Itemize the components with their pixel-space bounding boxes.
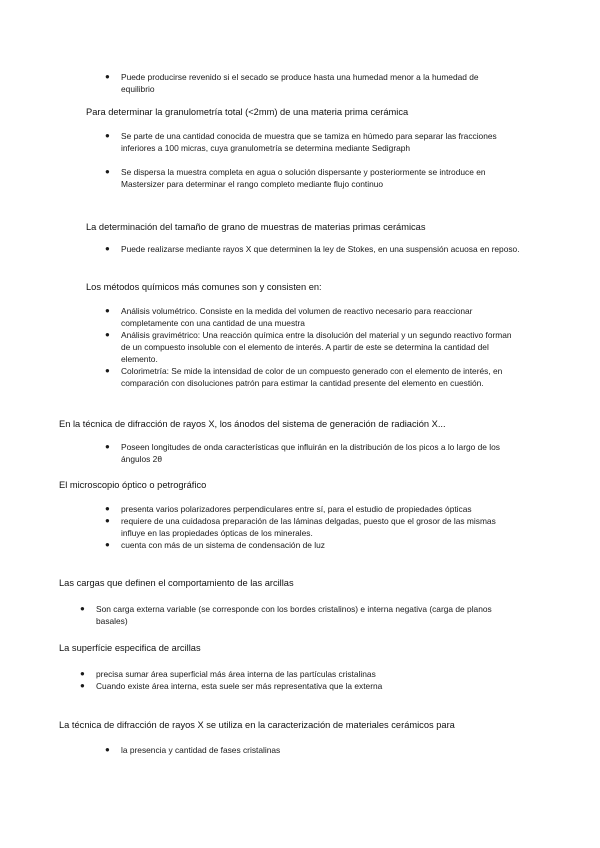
- list-item: ● Se dispersa la muestra completa en agua o solución dispersante y posteriormente se introduce en Mastersizer para determinar el rango completo mediante flujo continuo: [105, 167, 486, 189]
- list-item: ● Análisis gravimétrico: Una reacción química entre la disolución del material y un segundo reactivo forman de un compuesto insoluble con el elemento de interés. A partir de este se determina la cantidad del elemento.: [105, 330, 512, 364]
- section-heading-granulometria: Para determinar la granulometría total (<2mm) de una materia prima cerámica: [86, 107, 409, 117]
- section-heading-superficie: La superfície especifica de arcillas: [59, 643, 201, 653]
- bullet-icon: ●: [80, 669, 85, 678]
- list-item: ● la presencia y cantidad de fases cristalinas: [105, 745, 281, 755]
- bullet-icon: ●: [105, 745, 110, 754]
- bullet-list-superficie: [80, 668, 506, 692]
- bullet-icon: ●: [105, 442, 110, 451]
- section-heading-microscopio: El microscopio óptico o petrográfico: [59, 480, 207, 490]
- section-heading-difraccion-caracterizacion: La técnica de difracción de rayos X se utiliza en la caracterización de materiales cerámicos para: [59, 720, 455, 730]
- bullet-icon: ●: [105, 330, 110, 339]
- bullet-icon: ●: [105, 366, 110, 375]
- bullet-icon: ●: [105, 540, 110, 549]
- bullet-icon: ●: [105, 516, 110, 525]
- bullet-list-granulometria: [105, 130, 516, 190]
- bullet-list-microscopio: [105, 503, 521, 551]
- section-heading-cargas-arcillas: Las cargas que definen el comportamiento de las arcillas: [59, 578, 294, 588]
- list-item: ● Cuando existe área interna, esta suele ser más representativa que la externa: [80, 681, 383, 691]
- bullet-icon: ●: [105, 244, 110, 253]
- list-item: ● Son carga externa variable (se corresponde con los bordes cristalinos) e interna negativa (carga de planos basales): [80, 604, 492, 626]
- section-heading-metodos-quimicos: Los métodos químicos más comunes son y consisten en:: [86, 282, 322, 292]
- section-heading-anodos: En la técnica de difracción de rayos X, los ánodos del sistema de generación de radiación X...: [59, 419, 446, 429]
- bullet-icon: ●: [105, 72, 110, 81]
- bullet-list-anodos: [105, 441, 521, 465]
- list-item: ● Puede producirse revenido si el secado se produce hasta una humedad menor a la humedad de equilibrio: [105, 72, 479, 94]
- list-item: ● Análisis volumétrico. Consiste en la medida del volumen de reactivo necesario para reaccionar completamente con una cantidad de una muestra: [105, 306, 473, 328]
- list-item: ● requiere de una cuidadosa preparación de las láminas delgadas, puesto que el grosor de las mismas influye en las propiedades ópticas de los minerales.: [105, 516, 496, 538]
- list-item: ● cuenta con más de un sistema de condensación de luz: [105, 540, 325, 550]
- bullet-icon: ●: [105, 306, 110, 315]
- bullet-icon: ●: [105, 504, 110, 513]
- list-item: ● presenta varios polarizadores perpendiculares entre sí, para el estudio de propiedades ópticas: [105, 504, 472, 514]
- bullet-icon: ●: [80, 604, 85, 613]
- bullet-list-revenido: [105, 71, 501, 95]
- list-item: ● precisa sumar área superficial más área interna de las partículas cristalinas: [80, 669, 376, 679]
- bullet-icon: ●: [105, 167, 110, 176]
- bullet-list-cargas-arcillas: [80, 603, 506, 627]
- section-heading-tamano-grano: La determinación del tamaño de grano de muestras de materias primas cerámicas: [86, 222, 426, 232]
- list-item: ● Se parte de una cantidad conocida de muestra que se tamiza en húmedo para separar las fracciones inferiores a 100 micras, cuya granulometría se determina mediante Sedigraph: [105, 131, 497, 153]
- list-item: ● Puede realizarse mediante rayos X que determinen la ley de Stokes, en una suspensión acuosa en reposo.: [105, 244, 520, 254]
- bullet-list-metodos-quimicos: [105, 305, 521, 389]
- list-item: ● Poseen longitudes de onda características que influirán en la distribución de los picos a lo largo de los ángulos 2θ: [105, 442, 500, 464]
- bullet-list-tamano-grano: [105, 243, 521, 255]
- list-item: ● Colorimetría: Se mide la intensidad de color de un compuesto generado con el elemento de interés, en comparación con disoluciones patrón para estimar la cantidad presente del elemento en cuestión.: [105, 366, 503, 388]
- bullet-list-difraccion-caracterizacion: [105, 744, 521, 756]
- bullet-icon: ●: [80, 681, 85, 690]
- bullet-icon: ●: [105, 131, 110, 140]
